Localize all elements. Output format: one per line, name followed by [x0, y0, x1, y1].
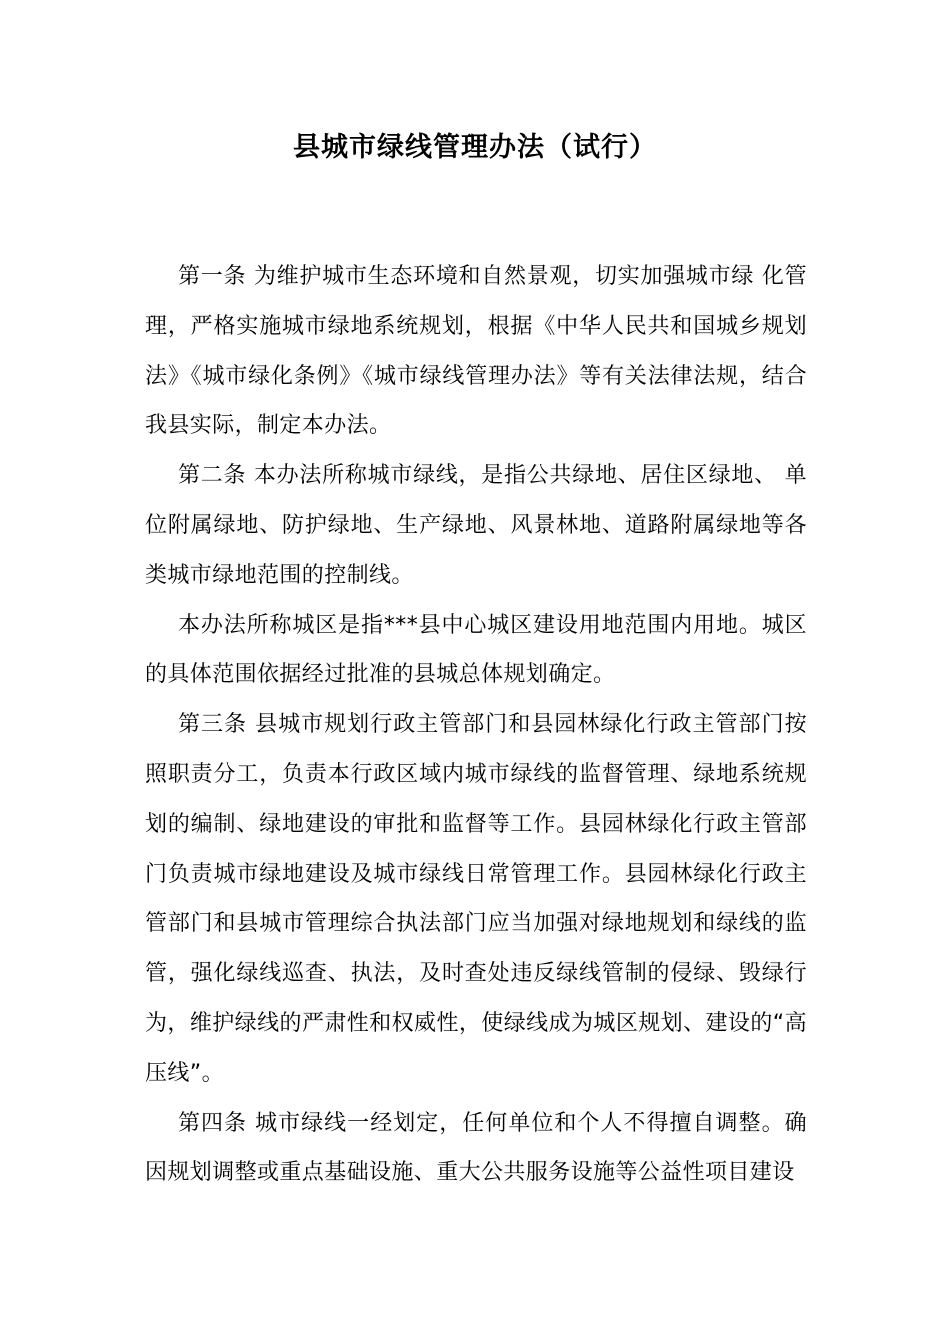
- paragraph-article-3: 第三条 县城市规划行政主管部门和县园林绿化行政主管部门按照职责分工，负责本行政区域内城市绿线的监督管理、绿地系统规划的编制、绿地建设的审批和监督等工作。县园林绿化行政主管部门负责城市绿地建设及城市绿线日常管理工作。县园林绿化行政主管部门和县城市管理综合执法部门应当加强对绿地规划和绿线的监管，强化绿线巡查、执法，及时查处违反绿线管制的侵绿、毁绿行为，维护绿线的严肃性和权威性，使绿线成为城区规划、建设的“高压线”。: [145, 712, 807, 1086]
- paragraph-article-1: 第一条 为维护城市生态环境和自然景观，切实加强城市绿 化管理，严格实施城市绿地系统规划，根据《中华人民共和国城乡规划法》《城市绿化条例》《城市绿线管理办法》等有关法律法规，结合我县实际，制定本办法。: [145, 264, 807, 439]
- paragraph-urban-area-definition: 本办法所称城区是指***县中心城区建设用地范围内用地。城区的具体范围依据经过批准的县城总体规划确定。: [145, 612, 807, 688]
- document-title: 县城市绿线管理办法（试行）: [293, 132, 657, 163]
- paragraph-article-2: 第二条 本办法所称城市绿线，是指公共绿地、居住区绿地、 单位附属绿地、防护绿地、生产绿地、风景林地、道路附属绿地等各类城市绿地范围的控制线。: [145, 463, 807, 588]
- document-body: [145, 252, 807, 1198]
- paragraph-article-4: 第四条 城市绿线一经划定，任何单位和个人不得擅自调整。确因规划调整或重点基础设施、重大公共服务设施等公益性项目建设: [145, 1110, 807, 1186]
